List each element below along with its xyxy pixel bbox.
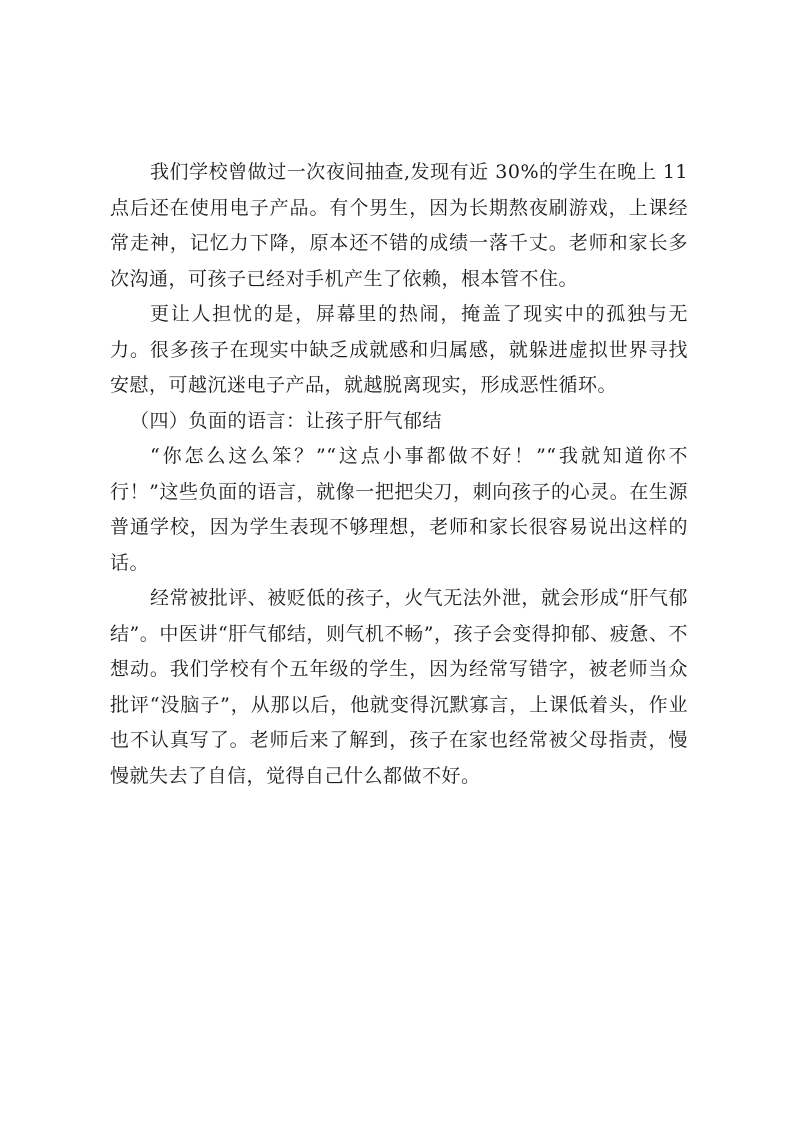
paragraph-night-survey: 我们学校曾做过一次夜间抽查,发现有近 30%的学生在晚上 11 点后还在使用电子产品。有个男生，因为长期熬夜刷游戏，上课经常走神，记忆力下降，原本还不错的成绩一落千丈。老师和家长多次沟通，可孩子已经对手机产生了依赖，根本管不住。 xyxy=(110,161,688,290)
paragraph-screen-loneliness: 更让人担忧的是，屏幕里的热闹，掩盖了现实中的孤独与无力。很多孩子在现实中缺乏成就感和归属感，就躲进虚拟世界寻找安慰，可越沉迷电子产品，就越脱离现实，形成恶性循环。 xyxy=(110,303,688,396)
document-body xyxy=(110,155,688,794)
paragraph-negative-words: “你怎么这么笨？”“这点小事都做不好！”“我就知道你不行！”这些负面的语言，就像一把把尖刀，刺向孩子的心灵。在生源普通学校，因为学生表现不够理想，老师和家长很容易说出这样的话。 xyxy=(110,445,688,574)
paragraph-liver-qi: 经常被批评、被贬低的孩子，火气无法外泄，就会形成“肝气郁结”。中医讲“肝气郁结，则气机不畅”，孩子会变得抑郁、疲惫、不想动。我们学校有个五年级的学生，因为经常写错字，被老师当众批评“没脑子”，从那以后，他就变得沉默寡言，上课低着头，作业也不认真写了。老师后来了解到，孩子在家也经常被父母指责，慢慢就失去了自信，觉得自己什么都做不好。 xyxy=(110,587,688,787)
section-heading: （四）负面的语言：让孩子肝气郁结 xyxy=(130,409,443,432)
